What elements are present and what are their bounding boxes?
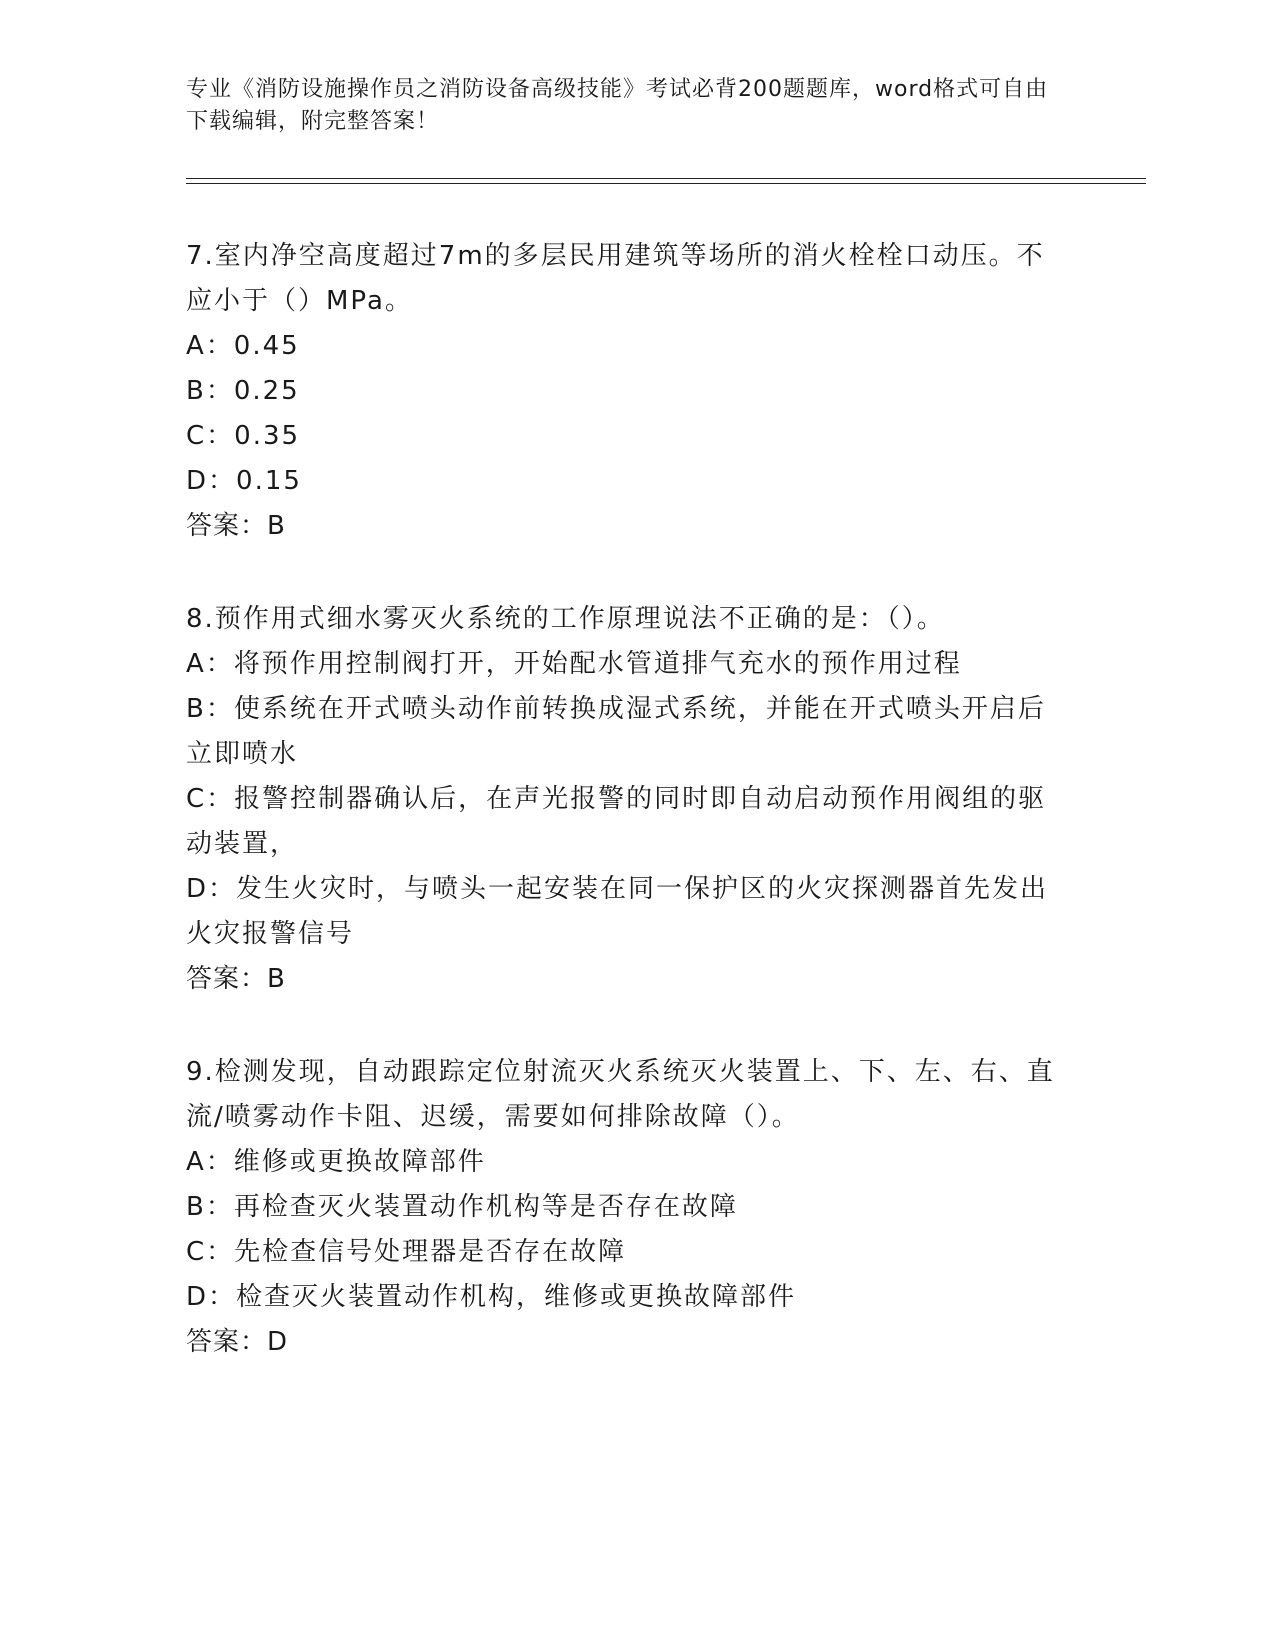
question-9	[186, 1050, 1066, 1365]
answer-line: 答案：B	[186, 511, 286, 541]
option-c: C：0.35	[186, 421, 301, 451]
document-header: 专业《消防设施操作员之消防设备高级技能》考试必背200题题库，word格式可自由下载编辑，附完整答案！	[186, 77, 1049, 134]
option-d: D：0.15	[186, 466, 302, 496]
question-stem: 8.预作用式细水雾灭火系统的工作原理说法不正确的是：（）。	[186, 604, 945, 634]
option-b: B：0.25	[186, 376, 300, 406]
question-stem: 9.检测发现，自动跟踪定位射流灭火系统灭火装置上、下、左、右、直流/喷雾动作卡阻、迟缓，需要如何排除故障（）。	[186, 1057, 1055, 1132]
answer-line: 答案：B	[186, 964, 286, 994]
option-b: B：再检查灭火装置动作机构等是否存在故障	[186, 1192, 738, 1222]
option-a: A：将预作用控制阀打开，开始配水管道排气充水的预作用过程	[186, 649, 962, 679]
header-divider-top	[186, 178, 1146, 179]
option-c: C：先检查信号处理器是否存在故障	[186, 1237, 627, 1267]
answer-line: 答案：D	[186, 1327, 289, 1357]
option-d: D：发生火灾时，与喷头一起安装在同一保护区的火灾探测器首先发出火灾报警信号	[186, 874, 1049, 949]
question-stem: 7.室内净空高度超过7m的多层民用建筑等场所的消火栓栓口动压。不应小于（）MPa。	[186, 241, 1045, 316]
option-a: A：0.45	[186, 331, 300, 361]
question-8	[186, 597, 1066, 1002]
question-7	[186, 234, 1066, 549]
option-d: D：检查灭火装置动作机构，维修或更换故障部件	[186, 1282, 797, 1312]
header-divider-bottom	[186, 183, 1146, 184]
option-b: B：使系统在开式喷头动作前转换成湿式系统，并能在开式喷头开启后立即喷水	[186, 694, 1046, 769]
option-c: C：报警控制器确认后，在声光报警的同时即自动启动预作用阀组的驱动装置，	[186, 784, 1047, 859]
option-a: A：维修或更换故障部件	[186, 1147, 486, 1177]
